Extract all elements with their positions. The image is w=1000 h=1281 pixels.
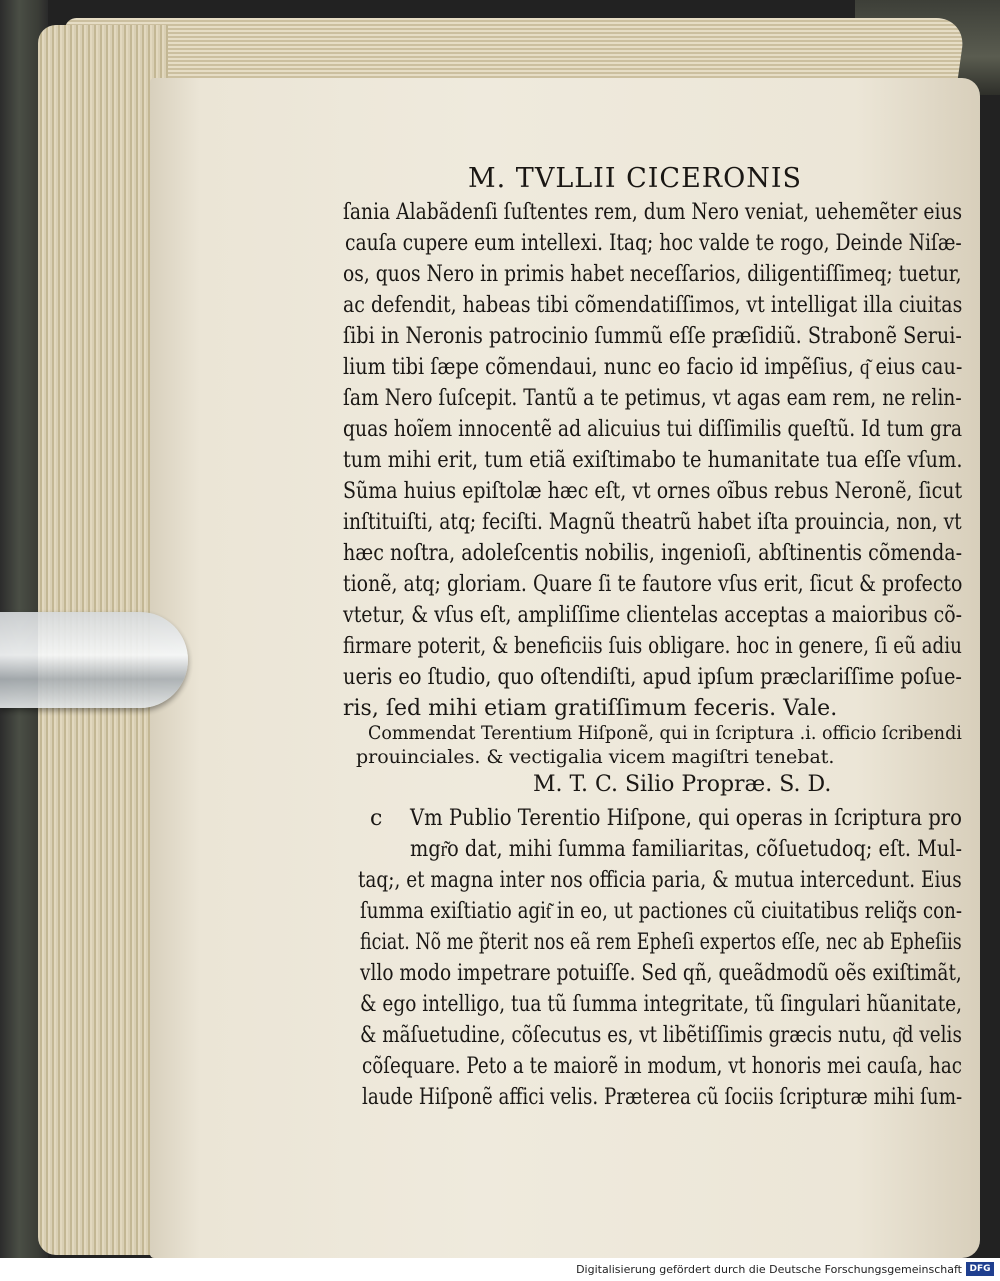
- body-line: ac defendit, habeas tibi cõmendatiſſimos, vt intelligat illa ciuitas: [343, 293, 963, 318]
- body-line: os, quos Nero in primis habet neceſſarios, diligentiſſimeq; tuetur,: [343, 262, 962, 287]
- body-line: ueris eo ſtudio, quo oſtendiſti, apud ipſum præclariſſime poſue-: [343, 665, 962, 690]
- letter-line: ficiat. Nõ me p̃terit nos eã rem Epheſi expertos eſſe, nec ab Epheſiis: [360, 930, 962, 955]
- letter-line: taq;, et magna inter nos officia paria, & mutua intercedunt. Eius: [358, 868, 962, 893]
- body-line: tum mihi erit, tum etiã exiſtimabo te humanitate tua eſſe vſum.: [343, 448, 963, 473]
- letter-line: cõſequare. Peto a te maiorẽ in modum, vt honoris mei cauſa, hac: [362, 1054, 962, 1079]
- body-line: Sũma huius epiſtolæ hæc eſt, vt ornes oĩbus rebus Neronẽ, ſicut: [343, 479, 963, 504]
- body-line: lium tibi ſæpe cõmendaui, nunc eo facio id impẽſius, q͂ eius cau-: [343, 355, 963, 380]
- letter-line: vllo modo impetrare potuiſſe. Sed qñ, queãdmodũ oẽs exiſtimãt,: [360, 961, 962, 986]
- dfg-logo-icon: DFG: [966, 1262, 994, 1276]
- body-line: hæc noſtra, adoleſcentis nobilis, ingenioſi, abſtinentis cõmenda-: [343, 541, 963, 566]
- body-line: ris, ſed mihi etiam gratiſſimum feceris. Vale.: [343, 696, 838, 721]
- body-line: ſania Alabãdenſi ſuſtentes rem, dum Nero veniat, uehemẽter eius: [343, 200, 963, 225]
- body-line: cauſa cupere eum intellexi. Itaq; hoc valde te rogo, Deinde Niſæ-: [345, 231, 962, 256]
- drop-initial: c: [370, 806, 383, 831]
- letter-line: & mãſuetudine, cõſecutus es, vt libẽtiſſimis græcis nutu, q͂d velis: [360, 1023, 962, 1048]
- letter-line: Vm Publio Terentio Hiſpone, qui operas in ſcriptura pro: [410, 806, 962, 831]
- body-line: inſtituiſti, atq; feciſti. Magnũ theatrũ habet iſta prouincia, non, vt: [343, 510, 962, 535]
- glass-pointer-bookmark: [0, 612, 188, 708]
- letter-line: laude Hiſponẽ affici velis. Præterea cũ ſociis ſcripturæ mihi ſum-: [362, 1085, 963, 1110]
- body-line: firmare poterit, & beneficiis ſuis obligare. hoc in genere, ſi eũ adiu: [343, 634, 962, 659]
- body-line: quas hoĩem innocentẽ ad alicuius tui diſſimilis queſtũ. Id tum gra: [343, 417, 963, 442]
- running-head: M. TVLLII CICERONIS: [468, 163, 803, 194]
- body-line: ſibi in Neronis patrocinio ſummũ eſſe præſidiũ. Strabonẽ Serui-: [343, 324, 962, 349]
- footer-credit: Digitalisierung gefördert durch die Deutsche Forschungsgemeinschaft: [576, 1263, 962, 1276]
- body-line: tionẽ, atq; gloriam. Quare ſi te fautore vſus erit, ſicut & profecto: [343, 572, 963, 597]
- letter-line: & ego intelligo, tua tũ ſumma integritate, tũ ſingulari hũanitate,: [360, 992, 962, 1017]
- letter-heading: M. T. C. Silio Propræ. S. D.: [533, 772, 832, 797]
- body-line: vtetur, & vſus eſt, ampliſſime clientelas acceptas a maioribus cõ-: [343, 603, 962, 628]
- letter-line: ſumma exiſtiatio agit͂ in eo, ut pactiones cũ ciuitatibus reliq̃s con-: [360, 899, 963, 924]
- digitization-footer: [0, 1258, 1000, 1281]
- body-line: ſam Nero ſuſcepit. Tantũ a te petimus, vt agas eam rem, ne relin-: [343, 386, 962, 411]
- summary-note-line: Commendat Terentium Hiſponẽ, qui in ſcriptura .i. officio ſcribendi: [368, 722, 962, 744]
- letter-line: mgr͂o dat, mihi ſumma familiaritas, cõſuetudoq; eſt. Mul-: [410, 837, 963, 862]
- summary-note-line: prouinciales. & vectigalia vicem magiſtri tenebat.: [356, 746, 835, 768]
